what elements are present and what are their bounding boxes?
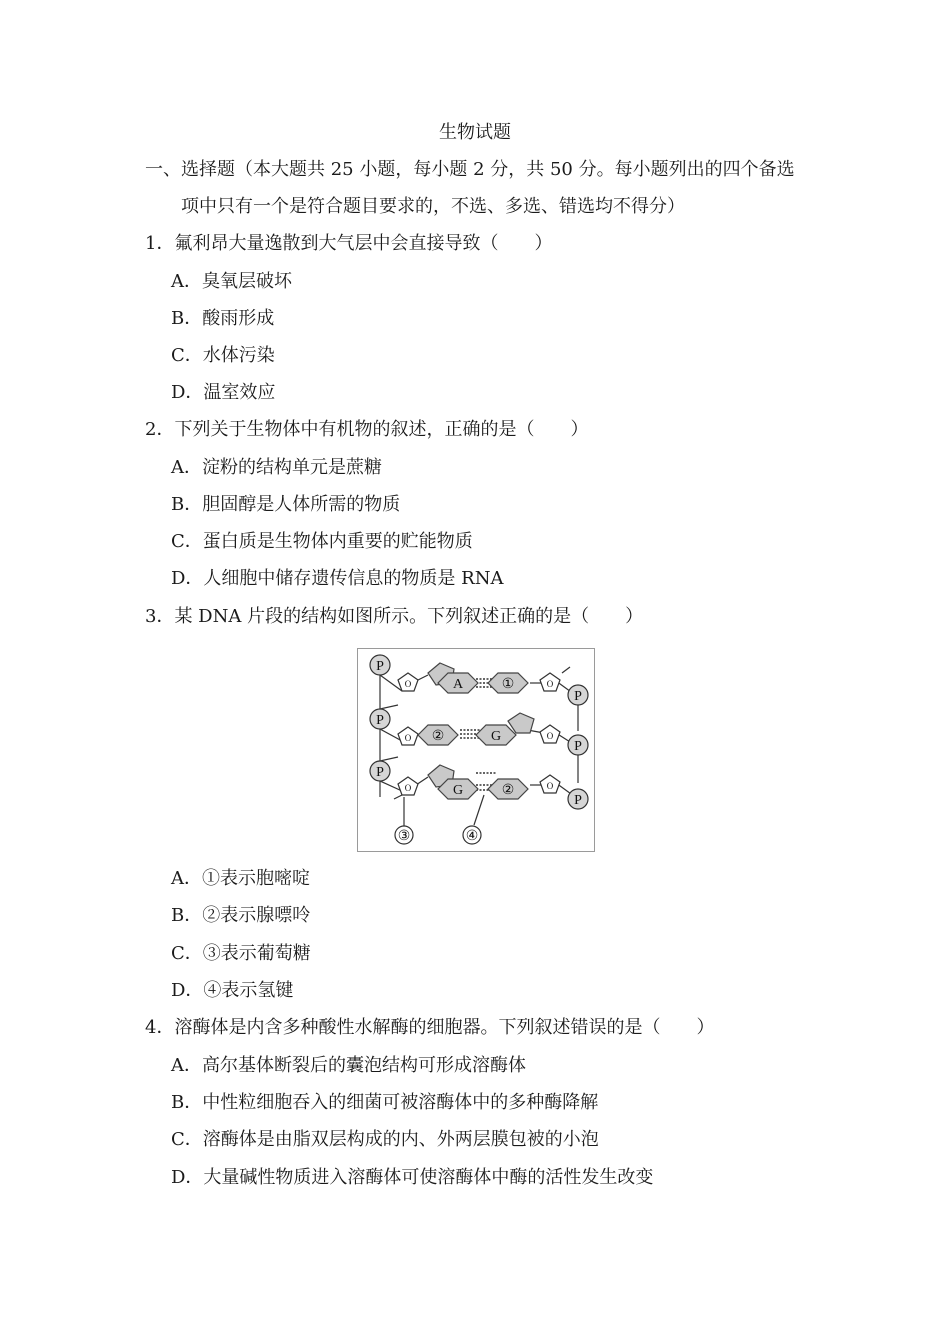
mark-3-label: ③ [397,829,411,844]
section-heading-line-2: 项中只有一个是符合题目要求的，不选、多选、错选均不得分） [181,196,685,217]
mark-2-label: ② [431,729,445,744]
question-1-stem: 1．氟利昂大量逸散到大气层中会直接导致（ ） [145,233,553,254]
question-4-option-d: D．大量碱性物质进入溶酶体可使溶酶体中酶的活性发生改变 [171,1167,654,1188]
question-3-option-c: C．③表示葡萄糖 [171,943,311,964]
phosphate-label: P [574,739,582,754]
question-1-option-b: B．酸雨形成 [171,308,275,329]
phosphate-label: P [376,659,384,674]
question-1-option-d: D．温室效应 [171,382,276,403]
question-3-stem: 3．某 DNA 片段的结构如图所示。下列叙述正确的是（ ） [145,606,644,627]
sugar-o-label: O [404,783,412,793]
question-2-option-c: C．蛋白质是生物体内重要的贮能物质 [171,531,473,552]
base-a-label: A [452,677,464,692]
question-4-option-a: A．高尔基体断裂后的囊泡结构可形成溶酶体 [171,1055,526,1076]
sugar-o-label: O [546,679,554,689]
question-1-option-a: A．臭氧层破坏 [171,271,292,292]
mark-2-label: ② [501,783,515,798]
page-title: 生物试题 [439,122,511,143]
sugar-o-label: O [404,733,412,743]
question-1-option-c: C．水体污染 [171,345,275,366]
phosphate-label: P [376,713,384,728]
mark-1-label: ① [501,677,515,692]
section-heading-line-1: 一、选择题（本大题共 25 小题，每小题 2 分，共 50 分。每小题列出的四个备选 [145,159,795,180]
phosphate-label: P [376,765,384,780]
phosphate-label: P [574,793,582,808]
question-4-stem: 4．溶酶体是内含多种酸性水解酶的细胞器。下列叙述错误的是（ ） [145,1017,715,1038]
sugar-o-label: O [546,731,554,741]
question-4-option-b: B．中性粒细胞吞入的细菌可被溶酶体中的多种酶降解 [171,1092,599,1113]
question-3-option-a: A．①表示胞嘧啶 [171,868,310,889]
question-3-option-b: B．②表示腺嘌呤 [171,905,311,926]
sugar-o-label: O [546,781,554,791]
question-2-option-a: A．淀粉的结构单元是蔗糖 [171,457,382,478]
question-2-option-d: D．人细胞中储存遗传信息的物质是 RNA [171,568,504,589]
question-2-option-b: B．胆固醇是人体所需的物质 [171,494,401,515]
mark-4-label: ④ [465,829,479,844]
sugar-o-label: O [404,679,412,689]
question-2-stem: 2．下列关于生物体中有机物的叙述，正确的是（ ） [145,419,589,440]
question-3-option-d: D．④表示氢键 [171,980,294,1001]
dna-structure-figure [357,648,595,852]
base-g-label: G [490,729,502,744]
question-4-option-c: C．溶酶体是由脂双层构成的内、外两层膜包被的小泡 [171,1129,599,1150]
base-g-label: G [452,783,464,798]
phosphate-label: P [574,689,582,704]
